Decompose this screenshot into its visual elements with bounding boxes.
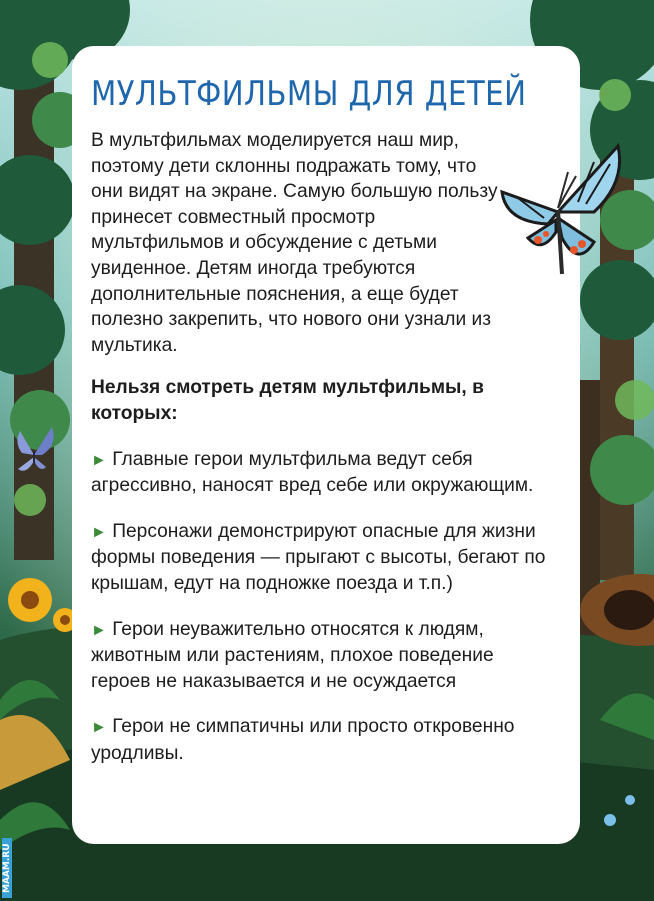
page-title: МУЛЬТФИЛЬМЫ ДЛЯ ДЕТЕЙ (91, 74, 527, 114)
triangle-bullet-icon: ► (91, 719, 107, 737)
list-item (91, 519, 558, 597)
list-item (91, 447, 558, 499)
list-item (91, 617, 558, 695)
list-item-text: Персонажи демонстрируют опасные для жизни формы поведения — прыгают с высоты, бегают по крышам, едут на подножке поезда и т.п.) (91, 520, 546, 594)
triangle-bullet-icon: ► (91, 451, 107, 469)
watermark: MAAM.RU (2, 838, 12, 898)
butterfly-icon (12, 425, 60, 477)
butterfly-icon (498, 142, 626, 282)
list-item-text: Герои не симпатичны или просто откровенно уродливы. (91, 716, 515, 764)
triangle-bullet-icon: ► (91, 523, 107, 541)
warning-heading: Нельзя смотреть детям мультфильмы, в которых: (91, 377, 484, 424)
intro-paragraph: В мультфильмах моделируется наш мир, поэтому дети склонны подражать тому, что они видят на экране. Самую большую пользу принесет совместный просмотр мультфильмов и обсуждение с детьми увиденное. Детям иногда требуются дополнительные пояснения, а еще будет полезно закрепить, что нового они узнали из мультика. (91, 130, 498, 356)
triangle-bullet-icon: ► (91, 621, 107, 639)
list-item-text: Главные герои мультфильма ведут себя агрессивно, наносят вред себе или окружающим. (91, 448, 534, 497)
list-item-text: Герои неуважительно относятся к людям, животным или растениям, плохое поведение героев не наказывается и не осуждается (91, 618, 494, 692)
list-item (91, 714, 558, 766)
